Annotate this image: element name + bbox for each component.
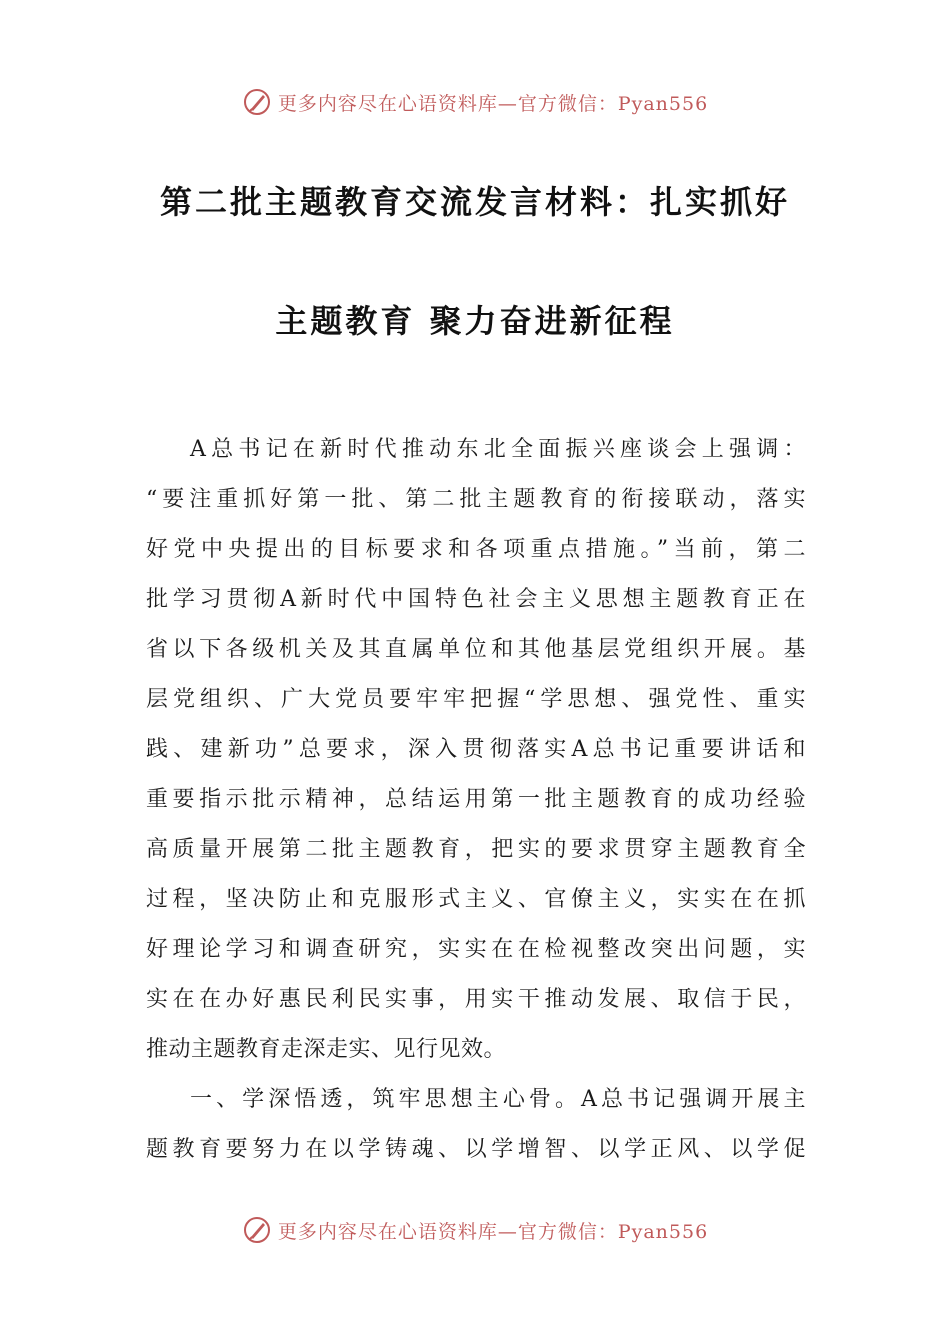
body-line: A总书记在新时代推动东北全面振兴座谈会上强调： xyxy=(190,437,806,462)
section-heading-line: 一、学深悟透，筑牢思想主心骨。A总书记强调开展主 xyxy=(190,1087,806,1112)
quill-logo-icon xyxy=(242,1215,272,1245)
body-line: 题教育要努力在以学铸魂、以学增智、以学正风、以学促 xyxy=(146,1137,806,1162)
watermark-text: 更多内容尽在心语资料库—官方微信：Pyan556 xyxy=(277,1220,709,1243)
body-line: 省以下各级机关及其直属单位和其他基层党组织开展。基 xyxy=(146,637,806,662)
body-line: “要注重抓好第一批、第二批主题教育的衔接联动，落实 xyxy=(146,487,806,512)
body-line: 层党组织、广大党员要牢牢把握“学思想、强党性、重实 xyxy=(146,687,806,712)
watermark-text: 更多内容尽在心语资料库—官方微信：Pyan556 xyxy=(277,92,709,115)
body-line: 践、建新功”总要求，深入贯彻落实A总书记重要讲话和 xyxy=(146,737,806,762)
body-line: 推动主题教育走深走实、见行见效。 xyxy=(146,1037,507,1062)
footer-watermark xyxy=(0,1212,950,1248)
body-line: 好理论学习和调查研究，实实在在检视整改突出问题，实 xyxy=(146,937,806,962)
document-body xyxy=(146,425,806,1175)
body-line: 过程，坚决防止和克服形式主义、官僚主义，实实在在抓 xyxy=(146,887,806,912)
quill-logo-icon xyxy=(242,87,272,117)
body-line: 实在在办好惠民利民实事，用实干推动发展、取信于民， xyxy=(146,987,806,1012)
body-line: 好党中央提出的目标要求和各项重点措施。”当前，第二 xyxy=(146,537,806,562)
body-line: 高质量开展第二批主题教育，把实的要求贯穿主题教育全 xyxy=(146,837,806,862)
body-line: 重要指示批示精神，总结运用第一批主题教育的成功经验 xyxy=(146,787,806,812)
header-watermark xyxy=(0,84,950,120)
document-title-line-1: 第二批主题教育交流发言材料：扎实抓好 xyxy=(159,183,790,221)
body-line: 批学习贯彻A新时代中国特色社会主义思想主题教育正在 xyxy=(146,587,806,612)
document-title-line-2: 主题教育 聚力奋进新征程 xyxy=(275,302,675,340)
